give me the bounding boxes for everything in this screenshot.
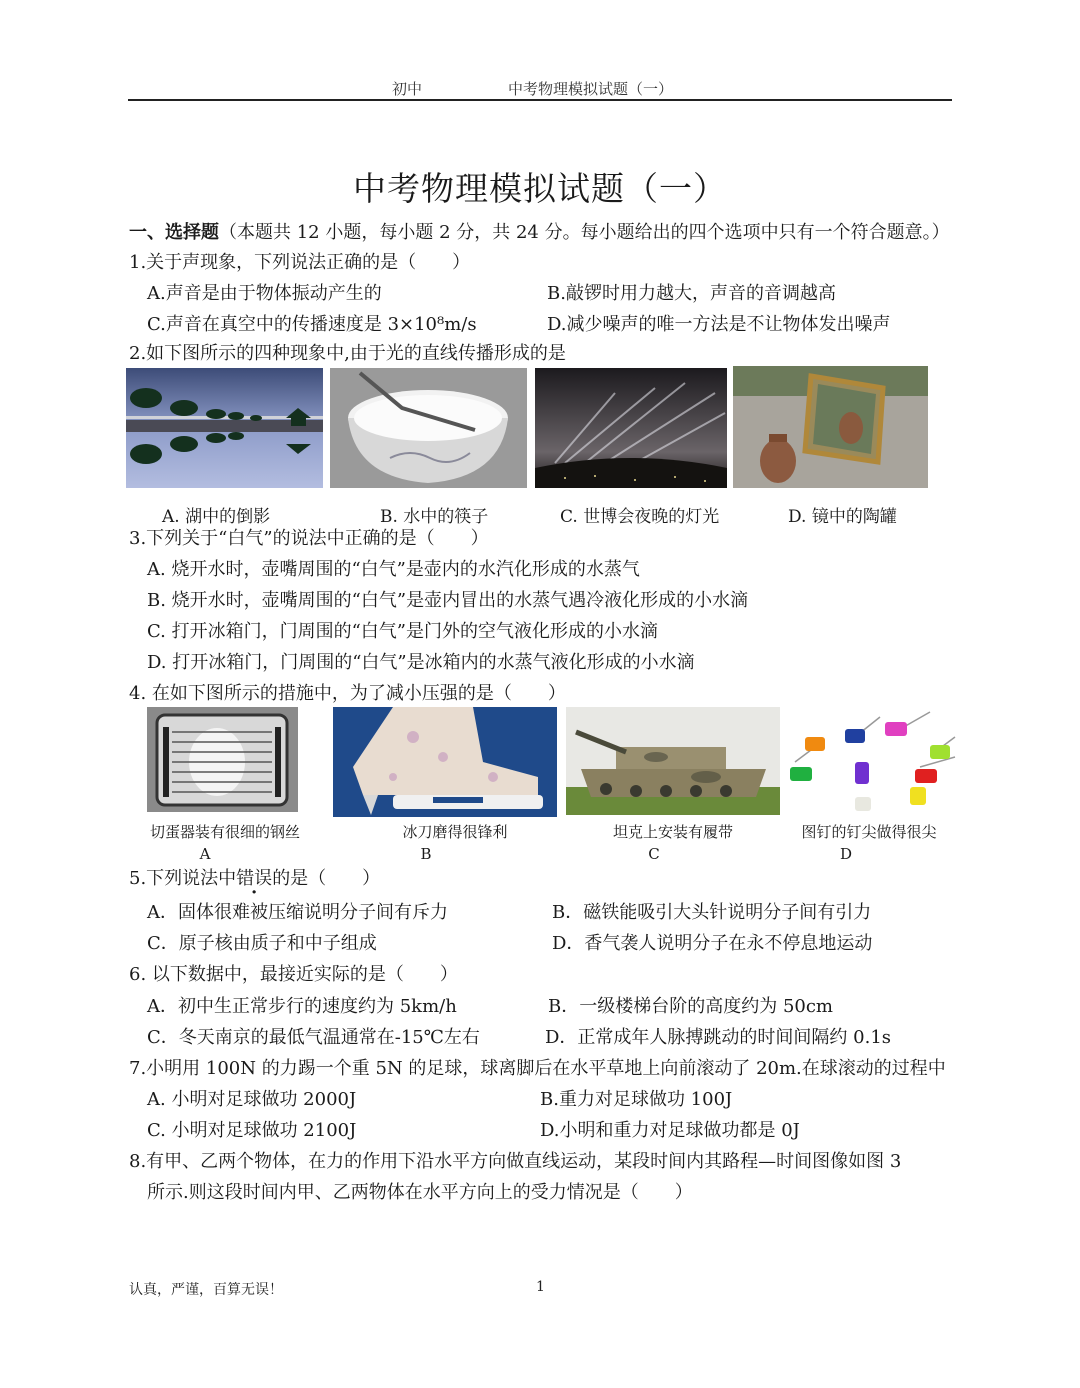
q1-option-c: C.声音在真空中的传播速度是 3×10⁸m/s <box>147 314 477 335</box>
q6-option-b: B．一级楼梯台阶的高度约为 50cm <box>548 996 834 1017</box>
q2-caption-c: C. 世博会夜晚的灯光 <box>560 507 720 527</box>
q8-stem-line1: 8.有甲、乙两个物体，在力的作用下沿水平方向做直线运动，某段时间内其路程—时间图像如图 3 <box>129 1151 902 1172</box>
q2-stem: 2.如下图所示的四种现象中,由于光的直线传播形成的是 <box>129 343 566 364</box>
q3-option-d: D. 打开冰箱门，门周围的“白气”是冰箱内的水蒸气液化形成的小水滴 <box>147 652 695 673</box>
q4-caption-c: 坦克上安装有履带 <box>612 823 733 841</box>
q4-letter-b: B <box>420 845 432 863</box>
page-number: 1 <box>536 1279 545 1295</box>
q7-option-d: D.小明和重力对足球做功都是 0J <box>540 1120 800 1141</box>
q7-option-b: B.重力对足球做功 100J <box>540 1089 733 1110</box>
expo-night-lights-photo <box>535 368 727 488</box>
q2-caption-b: B. 水中的筷子 <box>380 507 489 527</box>
q4-letter-a: A <box>199 845 211 863</box>
q2-caption-a: A. 湖中的倒影 <box>162 507 271 527</box>
q4-stem: 4. 在如下图所示的措施中，为了减小压强的是（ ） <box>129 683 566 704</box>
q2-caption-d: D. 镜中的陶罐 <box>788 507 897 527</box>
q1-option-b: B.敲锣时用力越大，声音的音调越高 <box>547 283 836 304</box>
thumbtacks-photo <box>785 707 958 817</box>
q5-stem <box>129 868 380 890</box>
q4-caption-a: 切蛋器装有很细的钢丝 <box>149 823 300 841</box>
q1-stem: 1.关于声现象，下列说法正确的是（ ） <box>129 252 471 273</box>
section-label: 一、选择题 <box>129 222 219 243</box>
q5-stem-pre: 5.下列说法中 <box>129 868 237 889</box>
q3-option-b: B. 烧开水时，壶嘴周围的“白气”是壶内冒出的水蒸气遇冷液化形成的小水滴 <box>147 590 749 611</box>
q3-option-a: A. 烧开水时，壶嘴周围的“白气”是壶内的水汽化形成的水蒸气 <box>147 559 640 580</box>
page-title: 中考物理模拟试题（一） <box>353 169 727 208</box>
jar-in-mirror-photo <box>733 366 928 488</box>
chopstick-in-bowl-photo <box>330 368 527 488</box>
q7-option-a: A. 小明对足球做功 2000J <box>147 1089 357 1110</box>
section-heading <box>129 222 950 244</box>
q1-option-d: D.减少噪声的唯一方法是不让物体发出噪声 <box>547 314 891 335</box>
section-note: （本题共 12 小题，每小题 2 分，共 24 分。每小题给出的四个选项中只有一个符合题意。） <box>219 222 950 243</box>
q6-option-a: A．初中生正常步行的速度约为 5km/h <box>147 996 457 1017</box>
q4-caption-b: 冰刀磨得很锋利 <box>402 823 508 841</box>
ice-skate-photo <box>333 707 557 817</box>
q6-option-c: C．冬天南京的最低气温通常在-15℃左右 <box>147 1027 480 1048</box>
q3-stem: 3.下列关于“白气”的说法中正确的是（ ） <box>129 528 489 549</box>
q3-option-c: C. 打开冰箱门，门周围的“白气”是门外的空气液化形成的小水滴 <box>147 621 658 642</box>
q6-option-d: D．正常成年人脉搏跳动的时间间隔约 0.1s <box>545 1027 892 1048</box>
q6-stem: 6. 以下数据中，最接近实际的是（ ） <box>129 964 458 985</box>
header-rule <box>128 99 952 101</box>
q5-option-b: B．磁铁能吸引大头针说明分子间有引力 <box>552 902 872 923</box>
lake-reflection-photo <box>126 368 323 488</box>
q4-letter-c: C <box>648 845 660 863</box>
q7-stem: 7.小明用 100N 的力踢一个重 5N 的足球，球离脚后在水平草地上向前滚动了 20m.在球滚动的过程中 <box>129 1058 946 1079</box>
tank-photo <box>566 707 780 815</box>
q5-option-d: D．香气袭人说明分子在永不停息地运动 <box>552 933 873 954</box>
footer-motto: 认真，严谨，百算无误！ <box>129 1282 283 1298</box>
q4-letter-d: D <box>839 845 853 863</box>
q5-stem-emphasis: 错误 <box>236 868 273 889</box>
q5-stem-post: 的是（ ） <box>272 868 381 889</box>
q4-caption-d: 图钉的钉尖做得很尖 <box>801 823 937 841</box>
q1-option-a: A.声音是由于物体振动产生的 <box>147 283 382 304</box>
q8-stem-line2: 所示.则这段时间内甲、乙两物体在水平方向上的受力情况是（ ） <box>147 1182 693 1203</box>
header-level: 初中 <box>392 80 423 98</box>
q5-option-c: C．原子核由质子和中子组成 <box>147 933 377 954</box>
header-doc-title: 中考物理模拟试题（一） <box>508 80 674 98</box>
q5-option-a: A．固体很难被压缩说明分子间有斥力 <box>147 902 448 923</box>
egg-slicer-photo <box>147 707 298 812</box>
q7-option-c: C. 小明对足球做功 2100J <box>147 1120 357 1141</box>
